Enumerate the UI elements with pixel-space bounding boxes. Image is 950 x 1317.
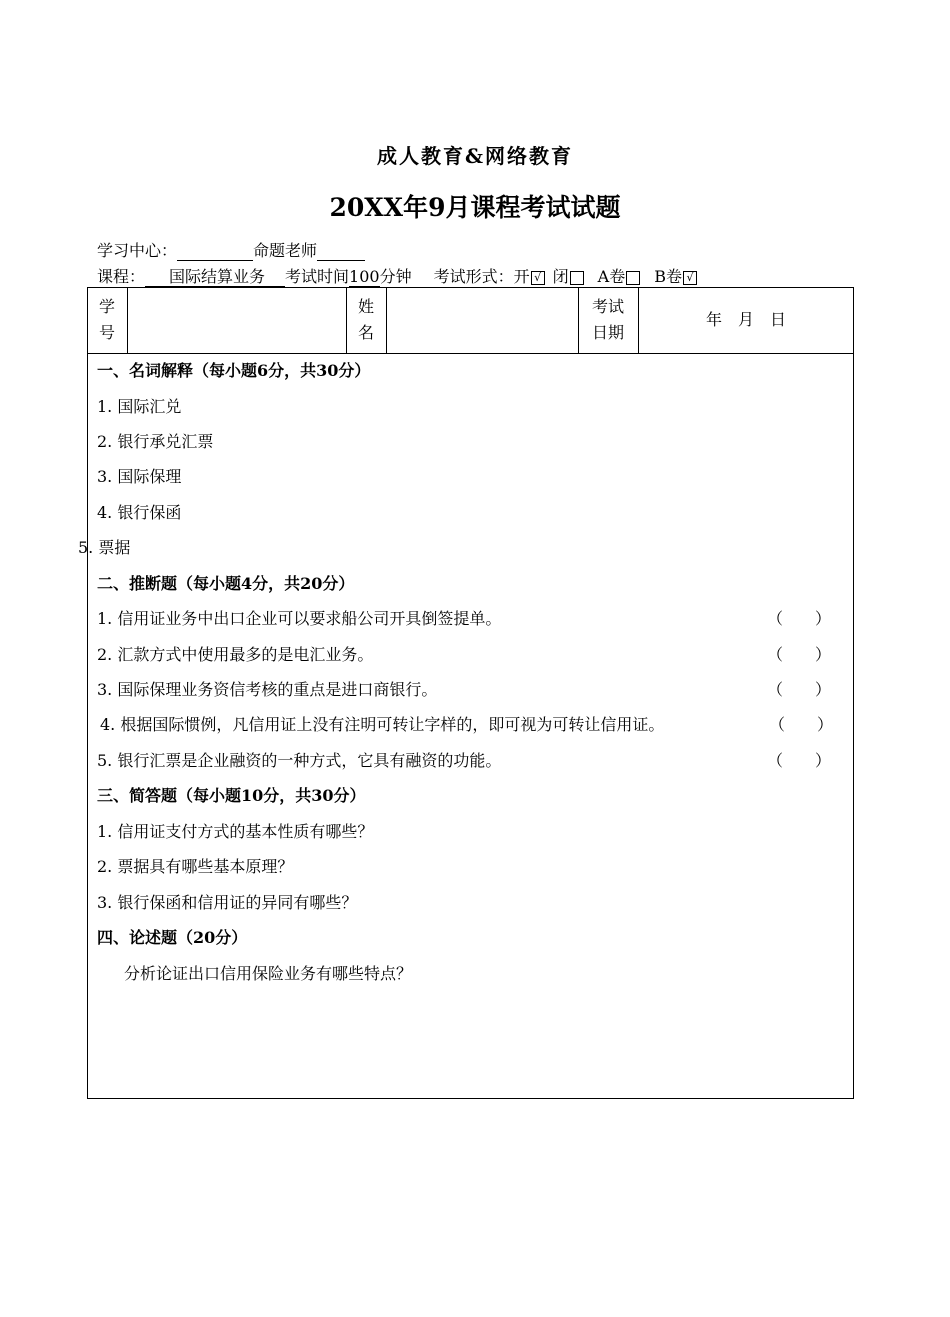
list-item: 2. 银行承兑汇票 (97, 432, 214, 451)
exam-form-label: 考试形式： (433, 267, 514, 286)
list-item: 1. 信用证业务中出口企业可以要求船公司开具倒签提单。 (97, 609, 502, 628)
closed-label: 闭 (552, 267, 569, 286)
org-title: 成人教育&网络教育 (376, 144, 574, 168)
exam-date-label: 考试 日期 (591, 297, 624, 342)
info-line-2 (97, 264, 697, 287)
answer-blank[interactable]: （ ） (767, 680, 832, 699)
student-id-label: 学 号 (98, 297, 115, 342)
closed-checkbox[interactable] (570, 271, 584, 285)
student-id-field[interactable] (128, 288, 346, 353)
list-item: 1. 信用证支付方式的基本性质有哪些？ (97, 822, 374, 841)
paper-a-label: A卷 (597, 267, 626, 286)
duration-value: 100 (349, 267, 380, 286)
list-item: 5. 票据 (78, 538, 131, 557)
list-item: 2. 票据具有哪些基本原理？ (97, 857, 294, 876)
paper-b-checkbox[interactable]: √ (683, 271, 697, 285)
teacher-label: 命题老师 (253, 241, 318, 260)
name-label: 姓 名 (357, 297, 374, 342)
open-label: 开 (513, 267, 530, 286)
learning-center-field[interactable] (177, 243, 253, 261)
info-line-1 (97, 238, 365, 261)
answer-blank[interactable]: （ ） (769, 715, 834, 734)
section-2-title: 二、推断题（每小题4分，共20分） (97, 574, 355, 593)
essay-question: 分析论证出口信用保险业务有哪些特点？ (124, 964, 413, 983)
list-item: 3. 银行保函和信用证的异同有哪些？ (97, 893, 358, 912)
table-header-bottom (87, 353, 854, 354)
course-label: 课程： (97, 267, 146, 286)
list-item: 3. 国际保理业务资信考核的重点是进口商银行。 (97, 680, 438, 699)
paper-b-label: B卷 (654, 267, 682, 286)
list-item: 2. 汇款方式中使用最多的是电汇业务。 (97, 645, 374, 664)
open-checkbox[interactable]: √ (531, 271, 545, 285)
answer-blank[interactable]: （ ） (767, 609, 832, 628)
learning-center-label: 学习中心： (97, 241, 178, 260)
exam-title: 20XX年9月课程考试试题 (329, 193, 621, 222)
answer-blank[interactable]: （ ） (767, 751, 832, 770)
section-3-title: 三、简答题（每小题10分，共30分） (97, 786, 366, 805)
list-item: 5. 银行汇票是企业融资的一种方式，它具有融资的功能。 (97, 751, 502, 770)
list-item: 3. 国际保理 (97, 467, 182, 486)
list-item: 4. 银行保函 (97, 503, 182, 522)
teacher-field[interactable] (317, 243, 365, 261)
course-underline-tail (267, 269, 285, 287)
duration-label: 考试时间 (285, 267, 350, 286)
list-item: 1. 国际汇兑 (97, 397, 182, 416)
answer-blank[interactable]: （ ） (767, 645, 832, 664)
name-field[interactable] (387, 288, 578, 353)
list-item: 4. 根据国际惯例，凡信用证上没有注明可转让字样的，即可视为可转让信用证。 (100, 715, 665, 734)
section-4-title: 四、论述题（20分） (97, 928, 248, 947)
duration-unit: 分钟 (379, 267, 412, 286)
section-1-title: 一、名词解释（每小题6分，共30分） (97, 361, 371, 380)
paper-a-checkbox[interactable] (626, 271, 640, 285)
course-name: 国际结算业务 (145, 267, 267, 287)
exam-date-field[interactable]: 年 月 日 (705, 310, 786, 329)
